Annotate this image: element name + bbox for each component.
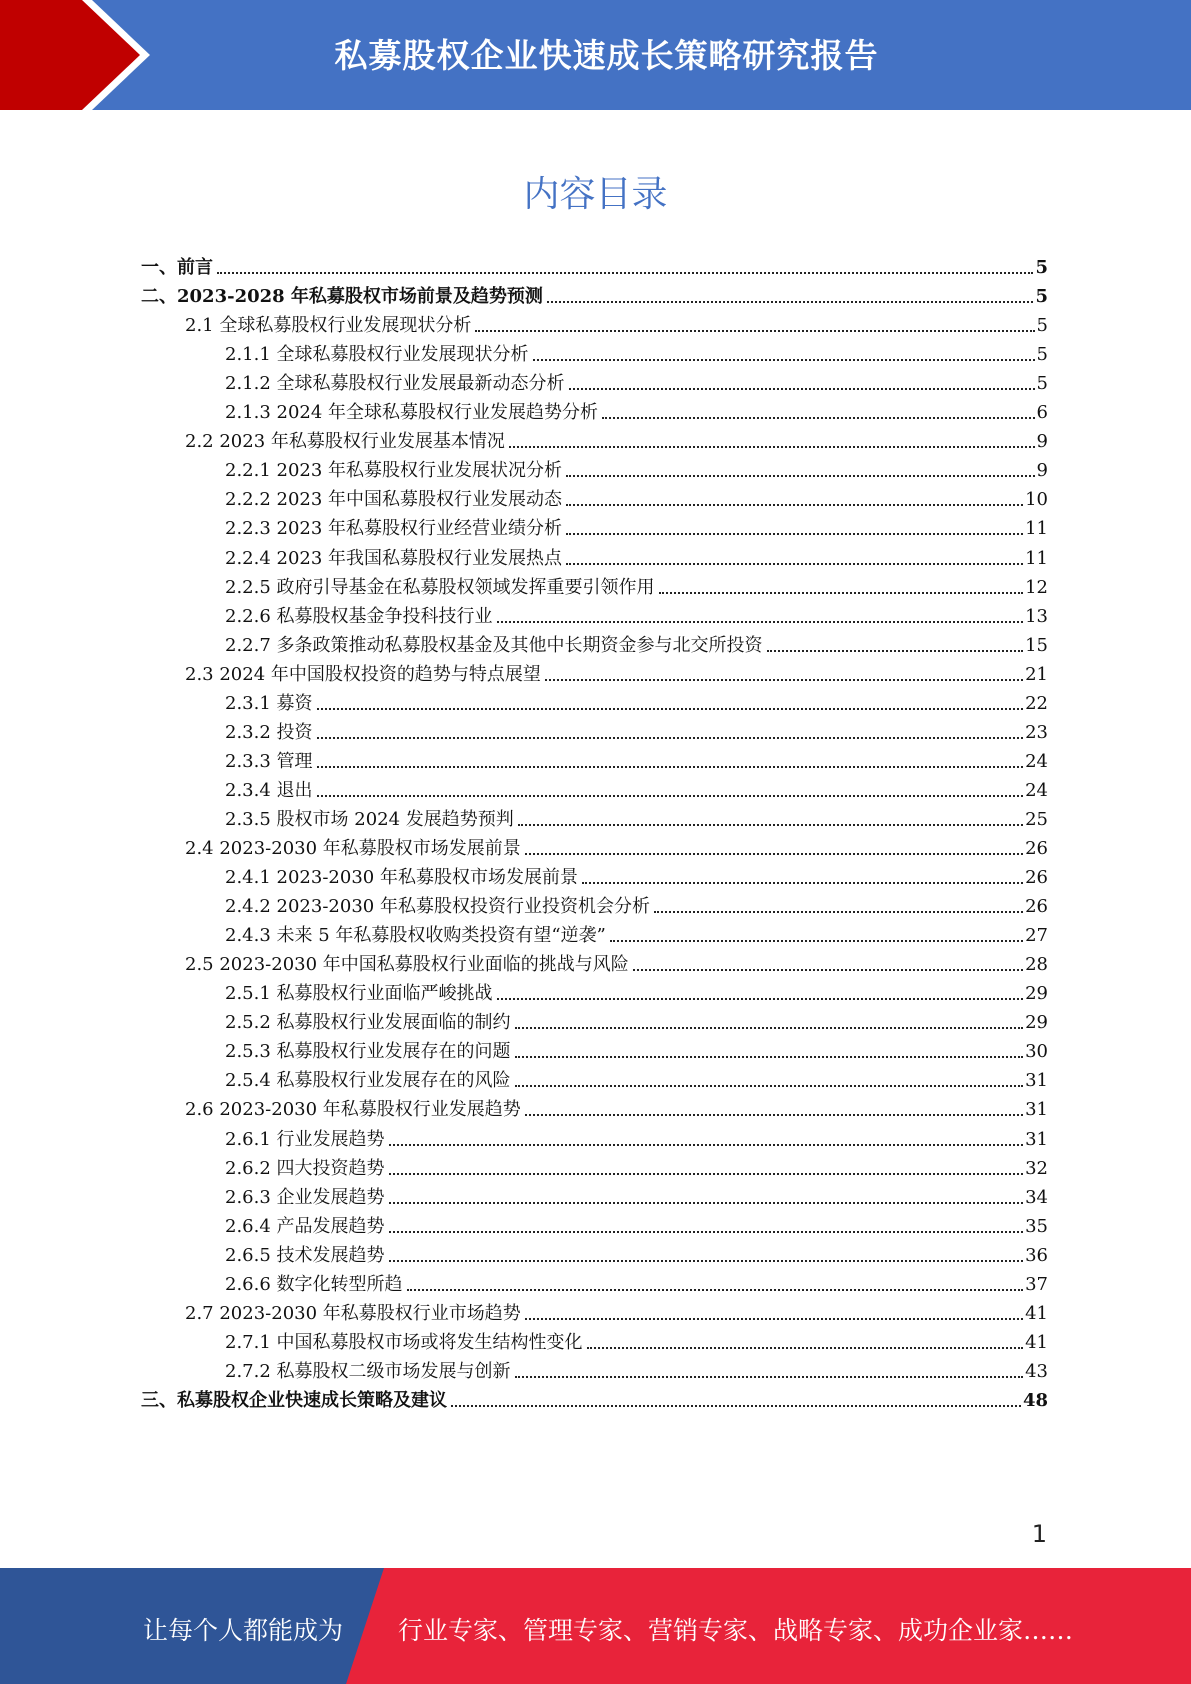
toc-entry-title: 2.2.3 2023 年私募股权行业经营业绩分析 [225,518,563,540]
toc-entry[interactable] [225,575,1048,599]
toc-entry-title: 2.2.7 多条政策推动私募股权基金及其他中长期资金参与北交所投资 [225,634,763,656]
toc-entry[interactable] [225,1214,1048,1238]
toc-entry[interactable] [225,1068,1048,1092]
toc-entry-title: 2.6.2 四大投资趋势 [225,1157,385,1179]
dot-leader [317,737,1024,739]
dot-leader [217,272,1033,274]
toc-entry[interactable] [185,836,1048,860]
toc-entry-page: 5 [1036,315,1048,337]
toc-entry-title: 2.6.4 产品发展趋势 [225,1215,385,1237]
toc-entry-title: 2.5.4 私募股权行业发展存在的风险 [225,1070,511,1092]
toc-entry-title: 2.7.2 私募股权二级市场发展与创新 [225,1360,511,1382]
toc-entry[interactable] [225,1330,1048,1354]
toc-entry[interactable] [225,1010,1048,1034]
toc-entry[interactable] [225,1156,1048,1180]
toc-entry-page: 26 [1025,896,1048,918]
dot-leader [569,388,1035,390]
toc-entry-page: 29 [1025,1012,1048,1034]
toc-entry[interactable] [141,255,1048,279]
toc-entry-title: 2.3.1 募资 [225,692,313,714]
toc-entry-title: 一、前言 [141,257,213,278]
dot-leader [515,1027,1024,1029]
toc-entry-title: 二、2023-2028 年私募股权市场前景及趋势预测 [141,286,543,308]
dot-leader [547,301,1034,303]
header-band [0,0,1191,110]
toc-entry[interactable] [225,516,1048,540]
toc-entry-title: 三、私募股权企业快速成长策略及建议 [141,1389,447,1411]
toc-entry-page: 5 [1036,373,1048,395]
toc-entry[interactable] [225,865,1048,889]
toc-entry-title: 2.5.2 私募股权行业发展面临的制约 [225,1012,511,1034]
toc-entry[interactable] [225,546,1048,570]
dot-leader [566,504,1023,506]
toc-entry[interactable] [225,604,1048,628]
toc-entry[interactable] [225,981,1048,1005]
toc-entry[interactable] [225,400,1048,424]
toc-entry-title: 2.3.5 股权市场 2024 发展趋势预判 [225,808,514,830]
dot-leader [566,475,1034,477]
toc-entry-title: 2.7.1 中国私募股权市场或将发生结构性变化 [225,1331,583,1353]
toc-entry-title: 2.1.1 全球私募股权行业发展现状分析 [225,344,529,366]
toc-entry[interactable] [225,807,1048,831]
toc-entry[interactable] [225,1039,1048,1063]
toc-entry-title: 2.2.4 2023 年我国私募股权行业发展热点 [225,547,563,569]
dot-leader [518,824,1023,826]
dot-leader [497,998,1024,1000]
dot-leader [389,1173,1024,1175]
dot-leader [317,795,1024,797]
toc-entry-title: 2.6 2023-2030 年私募股权行业发展趋势 [185,1099,521,1121]
toc-entry-page: 5 [1035,257,1048,278]
toc-entry[interactable] [185,1301,1048,1325]
toc-entry[interactable] [185,313,1048,337]
toc-entry[interactable] [141,284,1048,308]
toc-entry-title: 2.6.6 数字化转型所趋 [225,1273,403,1295]
toc-entry[interactable] [225,342,1048,366]
toc-entry[interactable] [141,1388,1048,1412]
dot-leader [497,621,1024,623]
toc-entry-page: 6 [1036,402,1048,424]
toc-entry[interactable] [225,487,1048,511]
dot-leader [587,1347,1024,1349]
toc-entry[interactable] [225,633,1048,657]
toc-entry-title: 2.7 2023-2030 年私募股权行业市场趋势 [185,1302,521,1324]
toc-entry-page: 25 [1025,808,1048,830]
toc-entry-page: 26 [1025,867,1048,889]
dot-leader [525,853,1023,855]
toc-entry-page: 43 [1025,1360,1048,1382]
dot-leader [515,1085,1024,1087]
dot-leader [610,940,1023,942]
toc-heading: 内容目录 [523,174,668,215]
toc-entry[interactable] [185,952,1048,976]
toc-entry-title: 2.2.2 2023 年中国私募股权行业发展动态 [225,489,563,511]
toc-entry-title: 2.2.6 私募股权基金争投科技行业 [225,605,493,627]
toc-entry-title: 2.5.1 私募股权行业面临严峻挑战 [225,983,493,1005]
dot-leader [317,766,1024,768]
toc-entry-title: 2.2.5 政府引导基金在私募股权领域发挥重要引领作用 [225,576,655,598]
toc-entry[interactable] [225,1185,1048,1209]
toc-entry[interactable] [225,1272,1048,1296]
toc-entry[interactable] [225,691,1048,715]
toc-entry-page: 31 [1025,1099,1048,1121]
toc-entry-page: 32 [1025,1157,1048,1179]
dot-leader [659,592,1024,594]
toc-entry-title: 2.4 2023-2030 年私募股权市场发展前景 [185,838,521,859]
toc-entry-page: 35 [1025,1215,1048,1237]
toc-entry[interactable] [225,923,1048,947]
toc-entry-page: 9 [1036,460,1048,482]
dot-leader [525,1318,1023,1320]
page-number: 1 [1031,1520,1047,1548]
toc-entry-title: 2.1 全球私募股权行业发展现状分析 [185,315,472,337]
toc-entry-page: 21 [1025,663,1048,685]
toc-entry[interactable] [185,429,1048,453]
dot-leader [533,359,1035,361]
dot-leader [525,1114,1023,1116]
dot-leader [451,1405,1021,1407]
toc-entry[interactable] [225,749,1048,773]
dot-leader [515,1376,1024,1378]
dot-leader [767,650,1024,652]
toc-entry-page: 11 [1025,518,1048,540]
toc-entry-page: 24 [1025,750,1048,772]
dot-leader [389,1144,1024,1146]
toc-entry[interactable] [185,1097,1048,1121]
toc-entry-title: 2.1.2 全球私募股权行业发展最新动态分析 [225,373,565,395]
toc-entry-title: 2.5 2023-2030 年中国私募股权行业面临的挑战与风险 [185,954,629,976]
toc-entry[interactable] [225,894,1048,918]
toc-entry-page: 30 [1025,1041,1048,1063]
report-title: 私募股权企业快速成长策略研究报告 [334,36,879,75]
dot-leader [475,330,1034,332]
dot-leader [566,533,1023,535]
toc-entry-page: 26 [1025,838,1048,859]
toc-entry-page: 13 [1025,605,1048,627]
toc-entry-title: 2.3.4 退出 [225,779,313,801]
toc-entry-page: 41 [1025,1302,1048,1324]
toc-entry[interactable] [185,662,1048,686]
toc-entry-title: 2.6.3 企业发展趋势 [225,1186,385,1208]
dot-leader [515,1056,1024,1058]
toc-entry-page: 48 [1022,1389,1048,1411]
toc-entry-page: 22 [1025,692,1048,714]
toc-entry-title: 2.3.2 投资 [225,721,313,743]
toc-entry-page: 31 [1025,1128,1048,1150]
toc-entry-page: 12 [1025,576,1048,598]
dot-leader [389,1260,1024,1262]
dot-leader [654,911,1023,913]
toc-entry-title: 2.4.1 2023-2030 年私募股权市场发展前景 [225,867,578,889]
toc-entry-page: 27 [1025,925,1048,947]
toc-entry-title: 2.3.3 管理 [225,750,313,772]
toc-entry-page: 5 [1036,344,1048,366]
dot-leader [545,679,1023,681]
toc-entry-page: 23 [1025,721,1048,743]
toc-entry-page: 24 [1025,779,1048,801]
toc-entry[interactable] [225,458,1048,482]
toc-entry-page: 36 [1025,1244,1048,1266]
toc-entry-title: 2.3 2024 年中国股权投资的趋势与特点展望 [185,663,541,685]
footer-expertise-list: 行业专家、管理专家、营销专家、战略专家、成功企业家…… [398,1616,1074,1645]
toc-entry-page: 5 [1035,286,1048,308]
toc-entry-title: 2.4.3 未来 5 年私募股权收购类投资有望“逆袭” [225,925,606,947]
footer-band [0,1568,1191,1684]
toc-entry[interactable] [225,720,1048,744]
dot-leader [633,969,1023,971]
dot-leader [566,563,1023,565]
dot-leader [509,446,1035,448]
toc-entry-page: 37 [1025,1273,1048,1295]
toc-entry-page: 28 [1025,954,1048,976]
toc-entry[interactable] [225,1243,1048,1267]
toc-entry-page: 10 [1025,489,1048,511]
dot-leader [407,1289,1024,1291]
dot-leader [389,1202,1024,1204]
toc-entry-title: 2.6.1 行业发展趋势 [225,1128,385,1150]
toc-entry-page: 41 [1025,1331,1048,1353]
toc-entry-page: 34 [1025,1186,1048,1208]
toc-entry-page: 11 [1025,547,1048,569]
dot-leader [389,1231,1024,1233]
toc-entry-title: 2.2.1 2023 年私募股权行业发展状况分析 [225,460,563,482]
toc-entry[interactable] [225,371,1048,395]
dot-leader [317,708,1024,710]
toc-entry-page: 29 [1025,983,1048,1005]
toc-entry-page: 31 [1025,1070,1048,1092]
toc-entry-title: 2.5.3 私募股权行业发展存在的问题 [225,1041,511,1063]
dot-leader [602,417,1034,419]
toc-entry[interactable] [225,778,1048,802]
footer-slogan: 让每个人都能成为 [143,1616,344,1645]
toc-entry[interactable] [225,1127,1048,1151]
toc-entry-page: 15 [1025,634,1048,656]
toc-entry-page: 9 [1036,431,1048,453]
toc-entry-title: 2.1.3 2024 年全球私募股权行业发展趋势分析 [225,402,599,424]
toc-entry-title: 2.4.2 2023-2030 年私募股权投资行业投资机会分析 [225,896,650,918]
dot-leader [582,882,1023,884]
toc-entry-title: 2.6.5 技术发展趋势 [225,1244,385,1266]
toc-entry[interactable] [225,1359,1048,1383]
toc-entry-title: 2.2 2023 年私募股权行业发展基本情况 [185,431,505,453]
